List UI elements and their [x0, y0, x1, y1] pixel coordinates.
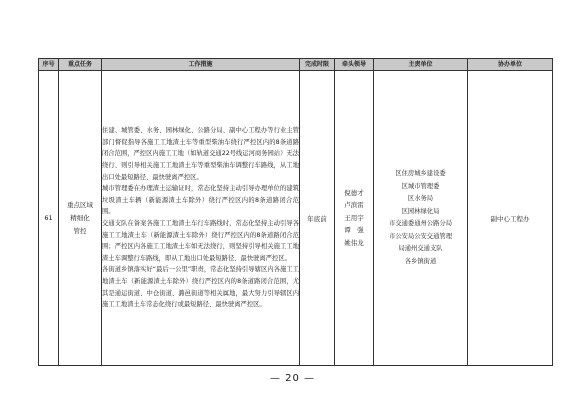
leader-name: 倪德才 — [344, 188, 364, 197]
table-header-row — [39, 59, 553, 71]
responsible-units-cell — [374, 71, 468, 366]
key-task-line: 管控 — [73, 226, 87, 235]
header-assisting-unit: 协办单位 — [468, 59, 553, 71]
header-key-task: 重点任务 — [59, 59, 102, 71]
leader-name: 卢滨雷 — [344, 201, 364, 210]
responsible-unit: 局通州交通支队 — [398, 245, 443, 252]
header-lead-leader: 牵头领导 — [335, 59, 374, 71]
page-number: — 20 — — [269, 373, 316, 384]
measure-paragraph: 住建、城管委、水务、园林绿化、公路分局、副中心工程办等行业主管部门督促指导各施工工地渣土车等重型柴油车绕行严控区内的8条道路闭合范围，严控区内施工工地（如轨道交通22号线运河商务园站）无法绕行、则引导相关施工工地渣土车等重型柴油车调整行车路线，从工地出口处最短路径、最快驶离严控区。 — [102, 127, 299, 181]
header-responsible-unit: 主责单位 — [374, 59, 468, 71]
measure-paragraph: 城市管理委在办理渣土运输证时，常态化坚持主动引导办理单位的建筑垃圾渣土车辆（新能源渣土车除外）绕行严控区内的8条道路闭合范围。 — [102, 185, 299, 216]
responsible-unit: 区园林绿化局 — [401, 207, 440, 215]
responsible-unit: 区水务局 — [407, 195, 434, 202]
work-measures-cell — [102, 71, 300, 366]
leader-name: 王用宇 — [344, 213, 364, 222]
leader-name: 谭 强 — [344, 226, 364, 235]
work-measures-table — [38, 58, 553, 366]
leader-name: 姚伟龙 — [344, 238, 364, 247]
key-task-line: 精细化 — [70, 213, 90, 222]
responsible-unit: 区城市管理委 — [401, 182, 440, 190]
key-task-line: 重点区域 — [67, 200, 93, 209]
measure-paragraph: 交通支队在备案各施工工地渣土车行车路线时，常态化坚持主动引导各施工工地渣土车（新能源渣土车除外）绕行严控区内的8条道路闭合范围；严控区内各施工工地渣土车如无法绕行，则坚持引导相关施工工地渣土车调整行车路线，即从工地出口处最短路径、最快驶离严控区。 — [102, 220, 299, 262]
assisting-unit-cell: 副中心工程办 — [468, 71, 553, 366]
lead-leaders-cell — [335, 71, 374, 366]
responsible-unit: 市交通委通州公路分局 — [389, 220, 452, 227]
responsible-unit: 区住房城乡建设委 — [395, 170, 446, 177]
measure-paragraph: 各街道乡镇落实好“最后一公里”职责，常态化坚持引导辖区内各施工工地渣土车（新能源渣土车除外）绕行严控区内的8条道路闭合范围，尤其是通运街道、中仓街道、潞邑街道等相关属地，最大努力引导辖区内施工工地渣土车常态化绕行或最短路径、最快驶离严控区。 — [102, 266, 299, 309]
header-number: 序号 — [39, 59, 59, 71]
table-row — [39, 71, 553, 366]
key-task-cell — [59, 71, 102, 366]
row-number: 61 — [39, 71, 59, 366]
responsible-unit: 市公安局公安交通管理 — [389, 232, 452, 240]
header-work-measures: 工作措施 — [102, 59, 300, 71]
header-deadline: 完成时限 — [300, 59, 335, 71]
deadline-cell: 年底前 — [300, 71, 335, 366]
responsible-unit: 各乡镇街道 — [404, 257, 437, 265]
